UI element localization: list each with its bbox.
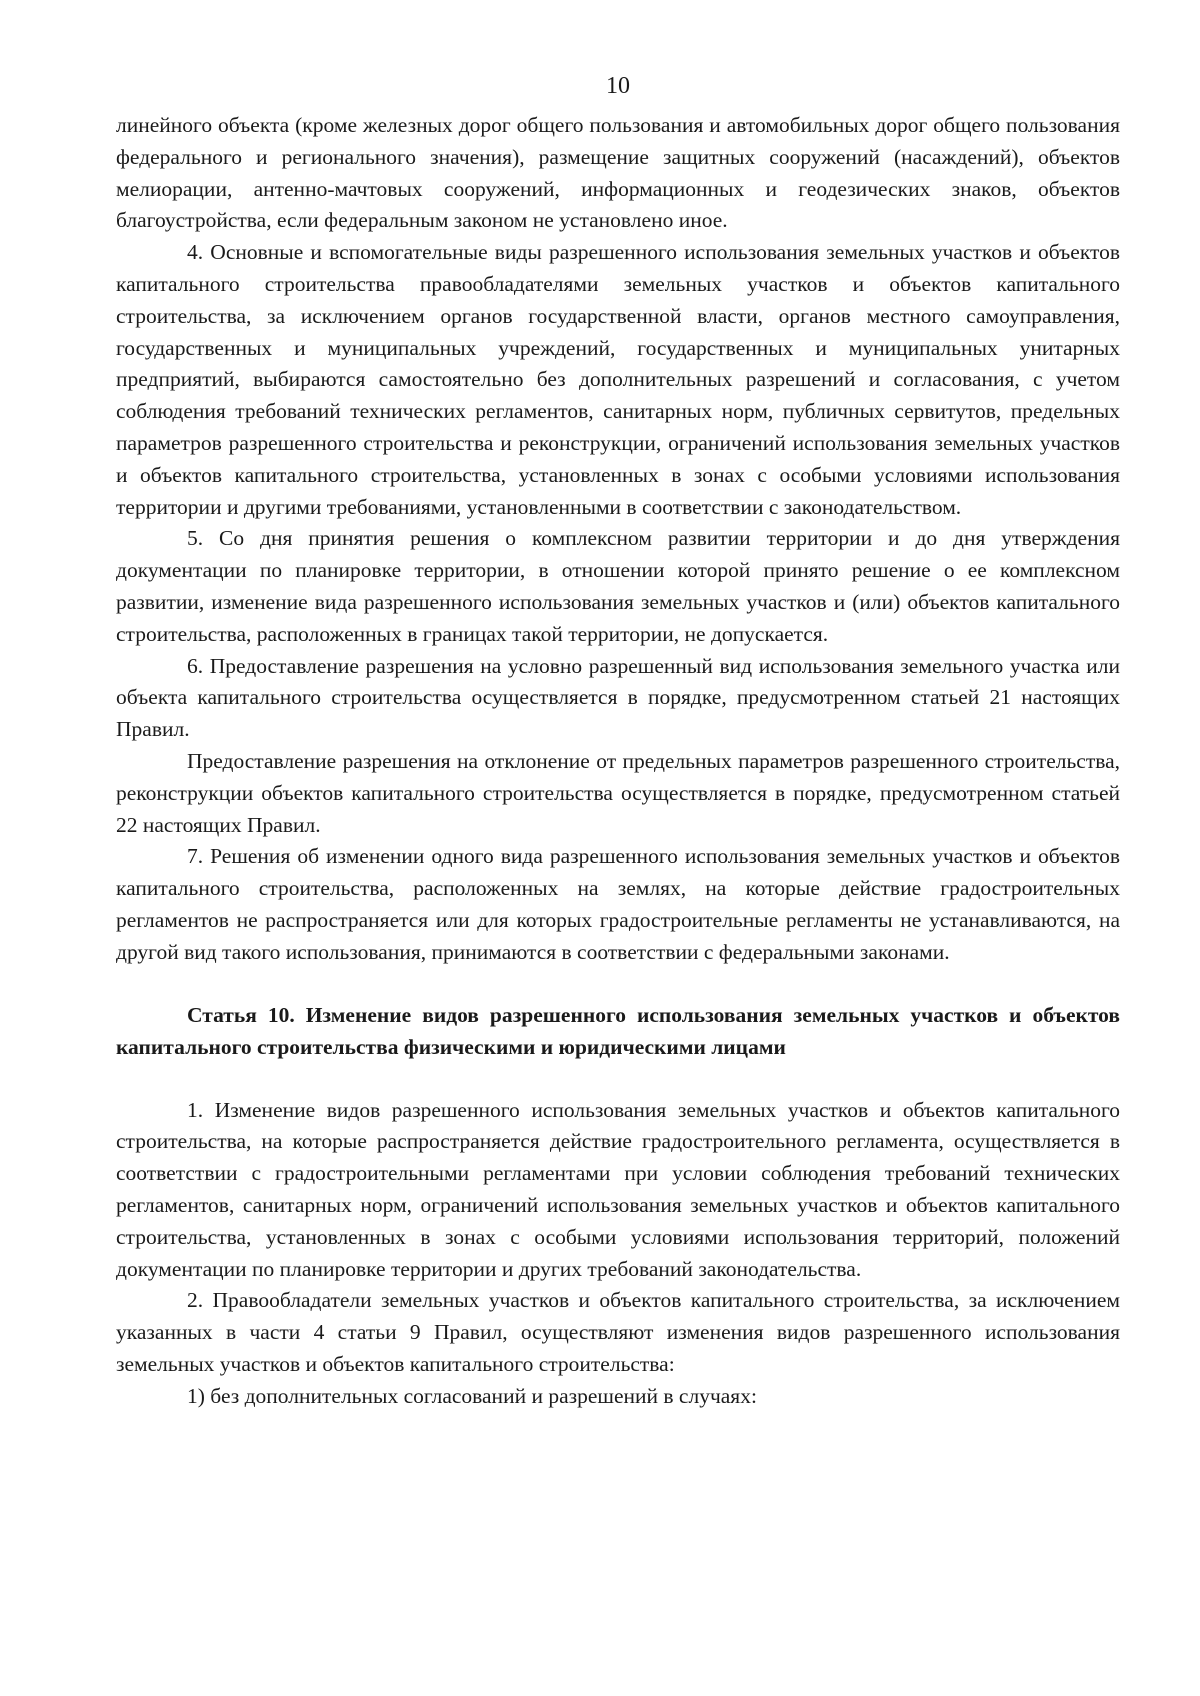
paragraph: линейного объекта (кроме железных дорог общего пользования и автомобильных дорог общего пользования федерального и регионального значения), размещение защитных сооружений (насаждений), объектов мелиорации, антенно-мачтовых сооружений, информационных и геодезических знаков, объектов благоустройства, если федеральным законом не установлено иное. bbox=[116, 113, 1120, 233]
paragraph: 7. Решения об изменении одного вида разрешенного использования земельных участков и объектов капитального строительства, расположенных на землях, на которые действие градостроительных регламентов не распространяется или для которых градостроительные регламенты не устанавливаются, на другой вид такого использования, принимаются в соответствии с федеральными законами. bbox=[116, 844, 1120, 964]
paragraph: Предоставление разрешения на отклонение от предельных параметров разрешенного строительства, реконструкции объектов капитального строительства осуществляется в порядке, предусмотренном статьей 22 настоящих Правил. bbox=[116, 748, 1120, 837]
paragraph: 1. Изменение видов разрешенного использования земельных участков и объектов капитального строительства, на которые распространяется действие градостроительного регламента, осуществляется в соответствии с градостроительными регламентами при условии соблюдения требований технических регламентов, санитарных норм, ограничений использования земельных участков и объектов капитального строительства, установленных в зонах с особыми условиями использования территорий, положений документации по планировке территории и других требований законодательства. bbox=[116, 1097, 1120, 1281]
paragraph: 2. Правообладатели земельных участков и объектов капитального строительства, за исключением указанных в части 4 статьи 9 Правил, осуществляют изменения видов разрешенного использования земельных участков и объектов капитального строительства: bbox=[116, 1288, 1120, 1376]
article-heading: Статья 10. Изменение видов разрешенного использования земельных участков и объектов капитального строительства физическими и юридическими лицами bbox=[116, 1002, 1120, 1059]
list-item: 1) без дополнительных согласований и разрешений в случаях: bbox=[187, 1383, 757, 1408]
body-before-heading bbox=[116, 110, 1120, 969]
paragraph: 6. Предоставление разрешения на условно разрешенный вид использования земельного участка или объекта капитального строительства осуществляется в порядке, предусмотренном статьей 21 настоящих Правил. bbox=[116, 653, 1120, 742]
paragraph: 4. Основные и вспомогательные виды разрешенного использования земельных участков и объектов капитального строительства правообладателями земельных участков и объектов капитального строительства, за исключением органов государственной власти, органов местного самоуправления, государственных и муниципальных учреждений, государственных и муниципальных унитарных предприятий, выбираются самостоятельно без дополнительных разрешений и согласования, с учетом соблюдения требований технических регламентов, санитарных норм, публичных сервитутов, предельных параметров разрешенного строительства и реконструкции, ограничений использования земельных участков и объектов капитального строительства, установленных в зонах с особыми условиями использования территории и другими требованиями, установленными в соответствии с законодательством. bbox=[116, 240, 1120, 519]
paragraph: 5. Со дня принятия решения о комплексном развитии территории и до дня утверждения документации по планировке территории, в отношении которой принято решение о ее комплексном развитии, изменение вида разрешенного использования земельных участков и (или) объектов капитального строительства, расположенных в границах такой территории, не допускается. bbox=[116, 526, 1120, 646]
body-after-heading bbox=[116, 1095, 1120, 1413]
document-page bbox=[116, 70, 1120, 1412]
page-number: 10 bbox=[606, 73, 630, 99]
